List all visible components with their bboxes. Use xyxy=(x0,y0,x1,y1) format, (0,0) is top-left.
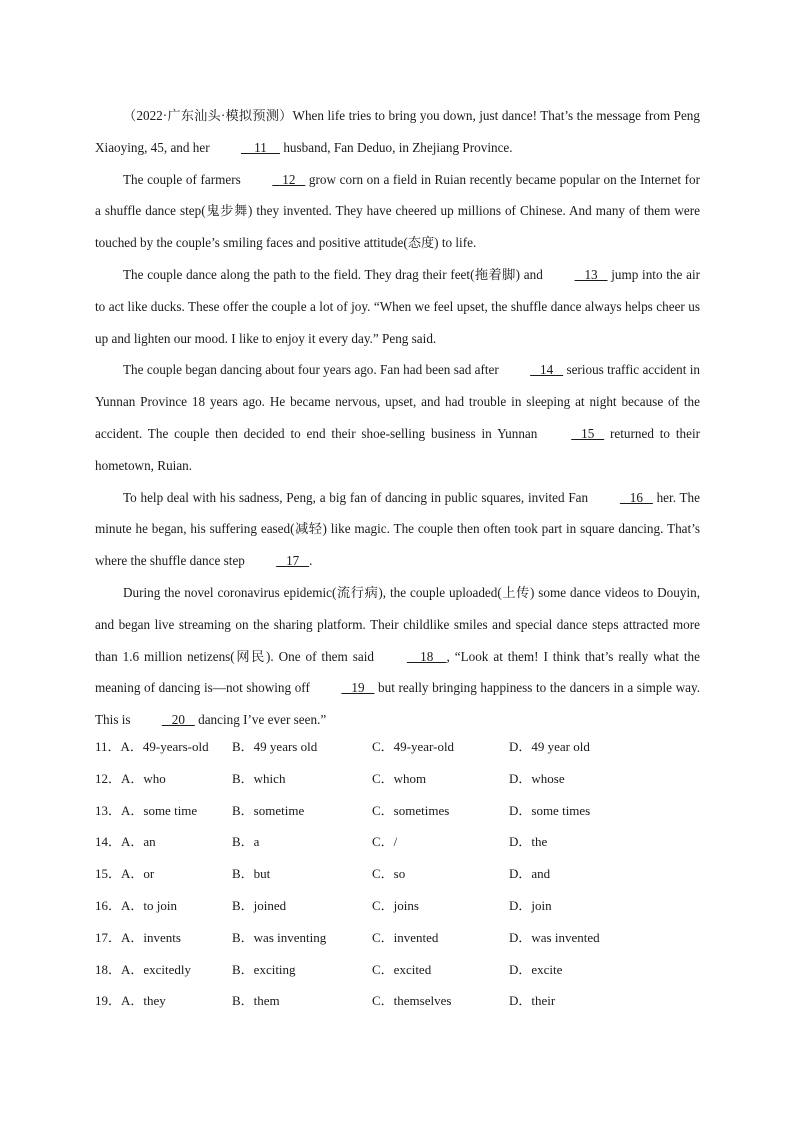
blank-16: 16 xyxy=(619,489,653,505)
option-a: 19．A．they xyxy=(95,993,166,1009)
paragraph-4 xyxy=(95,354,700,481)
question-17-options xyxy=(95,922,700,954)
option-c: C．49-year-old xyxy=(372,739,455,754)
option-d: D．49 year old xyxy=(509,739,590,754)
option-a: 11．A．49-years-old xyxy=(95,739,209,754)
blank-14: 14 xyxy=(530,362,564,378)
option-a: 15．A．or xyxy=(95,866,155,882)
text: （2022·广东汕头·模拟预测）When life tries to bring you down, just dance! That’s the message from Peng Xiaoying, 45, and her xyxy=(95,108,700,155)
option-a: 16．A．to join xyxy=(95,897,177,913)
blank-13: 13 xyxy=(574,266,608,282)
text: but really bringing happiness to the dancers in a simple way. This is xyxy=(95,680,700,728)
option-a: 12．A．who xyxy=(95,770,166,786)
answer-options xyxy=(95,731,700,1017)
question-15-options xyxy=(95,858,700,890)
text: . xyxy=(309,553,313,569)
option-b: B．joined xyxy=(232,897,287,913)
option-d: D．whose xyxy=(509,770,565,786)
option-c: C．so xyxy=(372,866,406,882)
text: serious traffic accident in Yunnan Province 18 years ago. He became nervous, upset, and had trouble in sleeping at night because of the accident. The couple then decided to end their shoe-selling business in Yunnan xyxy=(95,362,700,441)
paragraph-5 xyxy=(95,482,700,577)
blank-17: 17 xyxy=(276,553,310,569)
option-b: B．was inventing xyxy=(232,929,327,945)
blank-15: 15 xyxy=(571,425,605,441)
option-b: B．them xyxy=(232,993,280,1009)
option-d: D．excite xyxy=(509,961,563,977)
text: During the novel coronavirus epidemic(流行病), the couple uploaded(上传) some dance videos to Douyin, and began live streaming on the sharing platform. Their childlike smiles and special dance steps attracted more than 1.6 million netizens(网民). One of them said xyxy=(95,584,700,664)
text: , “Look at them! I think that’s really what the meaning of dancing is—not showing off xyxy=(95,648,700,696)
paragraph-6 xyxy=(95,577,700,736)
option-d: D．and xyxy=(509,866,551,882)
option-d: D．some times xyxy=(509,802,591,818)
question-16-options xyxy=(95,890,700,922)
text: husband, Fan Deduo, in Zhejiang Province. xyxy=(280,139,513,155)
text: The couple of farmers xyxy=(123,171,245,187)
question-19-options xyxy=(95,985,700,1017)
option-b: B．sometime xyxy=(232,802,305,818)
question-18-options xyxy=(95,954,700,986)
text: returned to their hometown, Ruian. xyxy=(95,425,701,473)
blank-19: 19 xyxy=(341,680,375,696)
option-d: D．was invented xyxy=(509,929,600,945)
text: jump into the air to act like ducks. These offer the couple a lot of joy. “When we feel upset, the shuffle dance always helps cheer us up and lighten our mood. I like to enjoy it every day.” Peng said. xyxy=(95,266,700,346)
option-d: D．the xyxy=(509,834,548,850)
question-13-options xyxy=(95,795,700,827)
blank-20: 20 xyxy=(161,712,195,728)
option-a: 17．A．invents xyxy=(95,929,181,945)
question-14-options xyxy=(95,826,700,858)
paragraph-1 xyxy=(95,100,700,164)
option-a: 14．A．an xyxy=(95,834,156,850)
option-c: C．/ xyxy=(372,834,398,850)
option-c: C．whom xyxy=(372,770,427,786)
blank-12: 12 xyxy=(272,171,306,187)
text: The couple began dancing about four years ago. Fan had been sad after xyxy=(123,362,503,378)
option-c: C．themselves xyxy=(372,993,452,1009)
option-b: B．which xyxy=(232,770,286,786)
cloze-passage xyxy=(95,100,700,736)
paragraph-2 xyxy=(95,164,700,259)
blank-18: 18 xyxy=(406,648,447,664)
paragraph-3 xyxy=(95,259,700,354)
text: The couple dance along the path to the field. They drag their feet(拖着脚) and xyxy=(123,266,547,282)
option-d: D．their xyxy=(509,993,556,1009)
option-c: C．excited xyxy=(372,961,432,977)
question-12-options xyxy=(95,763,700,795)
option-a: 13．A．some time xyxy=(95,802,198,818)
option-c: C．joins xyxy=(372,897,419,913)
option-b: B．49 years old xyxy=(232,739,318,754)
text: dancing I’ve ever seen.” xyxy=(194,712,327,728)
text: her. The minute he began, his suffering eased(减轻) like magic. The couple then often took part in square dancing. That’s where the shuffle dance step xyxy=(95,489,701,569)
option-c: C．invented xyxy=(372,929,439,945)
option-b: B．a xyxy=(232,834,260,850)
option-b: B．exciting xyxy=(232,961,296,977)
question-11-options xyxy=(95,731,700,763)
blank-11: 11 xyxy=(240,139,281,155)
text: grow corn on a field in Ruian recently became popular on the Internet for a shuffle dance step(鬼步舞) they invented. They have cheered up millions of Chinese. And many of them were touched by the couple’s smiling faces and positive attitude(态度) to life. xyxy=(95,171,700,251)
option-d: D．join xyxy=(509,897,552,913)
option-c: C．sometimes xyxy=(372,802,450,818)
text: To help deal with his sadness, Peng, a big fan of dancing in public squares, invited Fan xyxy=(123,489,592,505)
option-b: B．but xyxy=(232,866,271,882)
option-a: 18．A．excitedly xyxy=(95,961,192,977)
